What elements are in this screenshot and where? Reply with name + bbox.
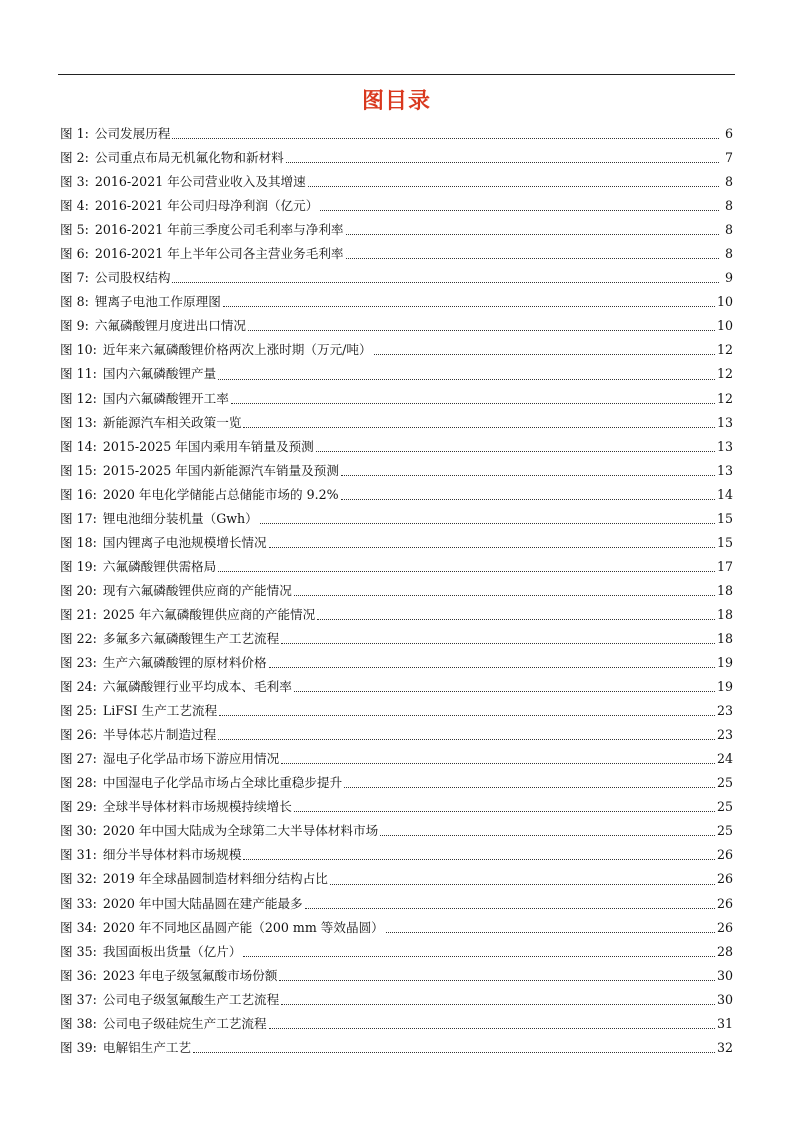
- figure-label: 图 5:: [60, 222, 89, 238]
- figure-list: [60, 122, 733, 1060]
- figure-caption[interactable]: 2016-2021 年公司归母净利润（亿元）: [94, 198, 319, 214]
- figure-caption[interactable]: 我国面板出货量（亿片）: [102, 943, 242, 959]
- toc-entry[interactable]: [60, 459, 733, 483]
- dot-leader: [281, 642, 715, 644]
- page-number[interactable]: 18: [716, 582, 733, 598]
- dot-leader: [380, 834, 715, 836]
- figure-label: 图 37:: [60, 991, 97, 1007]
- toc-entry[interactable]: [60, 747, 733, 771]
- toc-entry[interactable]: [60, 218, 733, 242]
- page-number[interactable]: 13: [716, 414, 733, 430]
- toc-entry[interactable]: [60, 314, 733, 338]
- figure-caption[interactable]: 2019 年全球晶圆制造材料细分结构占比: [102, 871, 328, 887]
- page-number[interactable]: 15: [716, 534, 733, 550]
- figure-caption[interactable]: 生产六氟磷酸锂的原材料价格: [102, 655, 267, 671]
- page-number[interactable]: 26: [716, 919, 733, 935]
- header-rule: [58, 74, 735, 75]
- figure-label: 图 25:: [60, 703, 97, 719]
- dot-leader: [218, 378, 715, 380]
- figure-caption[interactable]: 锂离子电池工作原理图: [94, 294, 221, 310]
- dot-leader: [279, 979, 715, 981]
- figure-label: 图 15:: [60, 462, 97, 478]
- dot-leader: [223, 305, 715, 307]
- figure-caption[interactable]: 六氟磷酸锂行业平均成本、毛利率: [102, 679, 292, 695]
- toc-entry[interactable]: [60, 194, 733, 218]
- dot-leader: [320, 209, 719, 211]
- figure-label: 图 2:: [60, 150, 89, 166]
- figure-caption[interactable]: 全球半导体材料市场规模持续增长: [102, 799, 292, 815]
- figure-label: 图 20:: [60, 582, 97, 598]
- figure-label: 图 17:: [60, 510, 97, 526]
- figure-caption[interactable]: 多氟多六氟磷酸锂生产工艺流程: [102, 630, 280, 646]
- figure-caption[interactable]: 2020 年不同地区晶圆产能（200 mm 等效晶圆）: [102, 919, 384, 935]
- dot-leader: [330, 883, 715, 885]
- figure-label: 图 35:: [60, 943, 97, 959]
- page-number[interactable]: 23: [716, 727, 733, 743]
- dot-leader: [243, 955, 715, 957]
- figure-caption[interactable]: 锂电池细分装机量（Gwh）: [102, 510, 258, 526]
- dot-leader: [218, 570, 715, 572]
- page-number[interactable]: 30: [716, 991, 733, 1007]
- toc-entry[interactable]: [60, 988, 733, 1012]
- page-number[interactable]: 7: [724, 150, 733, 166]
- toc-entry[interactable]: [60, 603, 733, 627]
- dot-leader: [294, 594, 715, 596]
- figure-caption[interactable]: 国内六氟磷酸锂开工率: [102, 390, 229, 406]
- figure-label: 图 34:: [60, 919, 97, 935]
- figure-label: 图 27:: [60, 751, 97, 767]
- figure-caption[interactable]: 公司股权结构: [94, 270, 171, 286]
- toc-entry[interactable]: [60, 146, 733, 170]
- dot-leader: [260, 522, 715, 524]
- dot-leader: [346, 257, 719, 259]
- toc-entry[interactable]: [60, 290, 733, 314]
- figure-label: 图 38:: [60, 1015, 97, 1031]
- toc-entry[interactable]: [60, 819, 733, 843]
- toc-entry[interactable]: [60, 531, 733, 555]
- figure-label: 图 23:: [60, 655, 97, 671]
- figure-label: 图 32:: [60, 871, 97, 887]
- page-number[interactable]: 30: [716, 967, 733, 983]
- figure-caption[interactable]: 湿电子化学品市场下游应用情况: [102, 751, 280, 767]
- dot-leader: [308, 185, 719, 187]
- page-number[interactable]: 26: [716, 895, 733, 911]
- toc-entry[interactable]: [60, 651, 733, 675]
- page-number[interactable]: 19: [716, 679, 733, 695]
- toc-entry[interactable]: [60, 242, 733, 266]
- toc-entry[interactable]: [60, 1012, 733, 1036]
- toc-entry[interactable]: [60, 771, 733, 795]
- figure-caption[interactable]: 2016-2021 年前三季度公司毛利率与净利率: [94, 222, 344, 238]
- toc-entry[interactable]: [60, 916, 733, 940]
- dot-leader: [317, 618, 715, 620]
- dot-leader: [269, 1027, 715, 1029]
- toc-entry[interactable]: [60, 795, 733, 819]
- page-number[interactable]: 8: [724, 174, 733, 190]
- toc-entry[interactable]: [60, 843, 733, 867]
- figure-caption[interactable]: 近年来六氟磷酸锂价格两次上涨时期（万元/吨）: [102, 342, 372, 358]
- dot-leader: [172, 281, 719, 283]
- figure-caption[interactable]: 细分半导体材料市场规模: [102, 847, 242, 863]
- toc-entry[interactable]: [60, 675, 733, 699]
- figure-label: 图 14:: [60, 438, 97, 454]
- figure-label: 图 10:: [60, 342, 97, 358]
- dot-leader: [248, 329, 715, 331]
- dot-leader: [269, 666, 715, 668]
- figure-label: 图 11:: [60, 366, 97, 382]
- dot-leader: [294, 690, 715, 692]
- figure-label: 图 6:: [60, 246, 89, 262]
- figure-label: 图 24:: [60, 679, 97, 695]
- dot-leader: [316, 450, 715, 452]
- figure-caption[interactable]: 2020 年中国大陆成为全球第二大半导体材料市场: [102, 823, 379, 839]
- toc-entry[interactable]: [60, 362, 733, 386]
- toc-entry[interactable]: [60, 940, 733, 964]
- page-number[interactable]: 24: [716, 751, 733, 767]
- page-number[interactable]: 12: [716, 390, 733, 406]
- figure-caption[interactable]: 电解铝生产工艺: [102, 1039, 192, 1055]
- toc-entry[interactable]: [60, 699, 733, 723]
- figure-label: 图 26:: [60, 727, 97, 743]
- figure-label: 图 21:: [60, 606, 97, 622]
- dot-leader: [231, 402, 715, 404]
- dot-leader: [341, 498, 715, 500]
- dot-leader: [243, 426, 715, 428]
- dot-leader: [286, 161, 719, 163]
- figure-label: 图 3:: [60, 174, 89, 190]
- toc-entry[interactable]: [60, 122, 733, 146]
- figure-label: 图 19:: [60, 558, 97, 574]
- page-number[interactable]: 13: [716, 462, 733, 478]
- figure-caption[interactable]: 2016-2021 年公司营业收入及其增速: [94, 174, 306, 190]
- page-number[interactable]: 18: [716, 630, 733, 646]
- dot-leader: [386, 931, 715, 933]
- figure-label: 图 36:: [60, 967, 97, 983]
- figure-caption[interactable]: 现有六氟磷酸锂供应商的产能情况: [102, 582, 292, 598]
- dot-leader: [281, 1003, 715, 1005]
- figure-label: 图 16:: [60, 486, 97, 502]
- dot-leader: [341, 474, 715, 476]
- figure-caption[interactable]: 2016-2021 年上半年公司各主营业务毛利率: [94, 246, 344, 262]
- figure-label: 图 31:: [60, 847, 97, 863]
- figure-caption[interactable]: 六氟磷酸锂供需格局: [102, 558, 217, 574]
- dot-leader: [305, 907, 715, 909]
- dot-leader: [344, 786, 715, 788]
- page-number[interactable]: 32: [716, 1039, 733, 1055]
- toc-entry[interactable]: [60, 435, 733, 459]
- figure-caption[interactable]: 2023 年电子级氢氟酸市场份额: [102, 967, 278, 983]
- dot-leader: [193, 1051, 715, 1053]
- page-number[interactable]: 31: [716, 1015, 733, 1031]
- figure-label: 图 33:: [60, 895, 97, 911]
- figure-caption[interactable]: 2015-2025 年国内乘用车销量及预测: [102, 438, 314, 454]
- figure-caption[interactable]: 六氟磷酸锂月度进出口情况: [94, 318, 246, 334]
- figure-caption[interactable]: 2020 年中国大陆晶圆在建产能最多: [102, 895, 303, 911]
- page-number[interactable]: 25: [716, 823, 733, 839]
- page-number[interactable]: 26: [716, 871, 733, 887]
- toc-entry[interactable]: [60, 170, 733, 194]
- figure-label: 图 8:: [60, 294, 89, 310]
- figure-caption[interactable]: 2025 年六氟磷酸锂供应商的产能情况: [102, 606, 316, 622]
- toc-entry[interactable]: [60, 483, 733, 507]
- toc-entry[interactable]: [60, 387, 733, 411]
- figure-label: 图 29:: [60, 799, 97, 815]
- page-number[interactable]: 17: [716, 558, 733, 574]
- page-number[interactable]: 28: [716, 943, 733, 959]
- figure-caption[interactable]: 国内六氟磷酸锂产量: [102, 366, 217, 382]
- dot-leader: [218, 738, 715, 740]
- toc-entry[interactable]: [60, 964, 733, 988]
- toc-entry[interactable]: [60, 507, 733, 531]
- figure-label: 图 12:: [60, 390, 97, 406]
- figure-label: 图 7:: [60, 270, 89, 286]
- toc-entry[interactable]: [60, 867, 733, 891]
- figure-label: 图 39:: [60, 1039, 97, 1055]
- page-number[interactable]: 15: [716, 510, 733, 526]
- figure-label: 图 28:: [60, 775, 97, 791]
- page-number[interactable]: 25: [716, 799, 733, 815]
- page-number[interactable]: 14: [716, 486, 733, 502]
- page-number[interactable]: 26: [716, 847, 733, 863]
- figure-caption[interactable]: 国内锂离子电池规模增长情况: [102, 534, 267, 550]
- figure-caption[interactable]: 公司电子级硅烷生产工艺流程: [102, 1015, 267, 1031]
- page-number[interactable]: 18: [716, 606, 733, 622]
- page-number[interactable]: 23: [716, 703, 733, 719]
- figure-caption[interactable]: 公司重点布局无机氟化物和新材料: [94, 150, 284, 166]
- figure-caption[interactable]: 中国湿电子化学品市场占全球比重稳步提升: [102, 775, 343, 791]
- figure-caption[interactable]: 2015-2025 年国内新能源汽车销量及预测: [102, 462, 339, 478]
- figure-caption[interactable]: 2020 年电化学储能占总储能市场的 9.2%: [102, 486, 339, 502]
- toc-entry[interactable]: [60, 579, 733, 603]
- page-number[interactable]: 19: [716, 655, 733, 671]
- page-number[interactable]: 6: [724, 126, 733, 141]
- page-number[interactable]: 12: [716, 366, 733, 382]
- figure-label: 图 18:: [60, 534, 97, 550]
- figure-caption[interactable]: 新能源汽车相关政策一览: [102, 414, 242, 430]
- toc-entry[interactable]: [60, 555, 733, 579]
- toc-entry[interactable]: [60, 627, 733, 651]
- figure-label: 图 30:: [60, 823, 97, 839]
- dot-leader: [346, 233, 719, 235]
- figure-label: 图 22:: [60, 630, 97, 646]
- page-number[interactable]: 13: [716, 438, 733, 454]
- figure-caption[interactable]: 公司电子级氢氟酸生产工艺流程: [102, 991, 280, 1007]
- figure-label: 图 9:: [60, 318, 89, 334]
- toc-entry[interactable]: [60, 266, 733, 290]
- page-title: 图目录: [361, 89, 431, 114]
- toc-entry[interactable]: [60, 338, 733, 362]
- toc-entry[interactable]: [60, 723, 733, 747]
- dot-leader: [219, 714, 715, 716]
- figure-label: 图 13:: [60, 414, 97, 430]
- page-number[interactable]: 10: [716, 294, 733, 310]
- figure-caption[interactable]: 公司发展历程: [94, 126, 171, 141]
- dot-leader: [374, 353, 715, 355]
- page-number[interactable]: 25: [716, 775, 733, 791]
- page-number[interactable]: 10: [716, 318, 733, 334]
- dot-leader: [281, 762, 715, 764]
- figure-caption[interactable]: 半导体芯片制造过程: [102, 727, 217, 743]
- page-number[interactable]: 8: [724, 198, 733, 214]
- dot-leader: [294, 810, 715, 812]
- figure-caption[interactable]: LiFSI 生产工艺流程: [102, 703, 218, 719]
- toc-entry[interactable]: [60, 892, 733, 916]
- figure-label: 图 4:: [60, 198, 89, 214]
- page-number[interactable]: 8: [724, 222, 733, 238]
- dot-leader: [269, 546, 715, 548]
- dot-leader: [172, 137, 719, 139]
- toc-entry[interactable]: [60, 411, 733, 435]
- page-number[interactable]: 12: [716, 342, 733, 358]
- toc-entry[interactable]: [60, 1036, 733, 1060]
- page-number[interactable]: 9: [724, 270, 733, 286]
- figure-label: 图 1:: [60, 126, 89, 141]
- dot-leader: [243, 858, 715, 860]
- page-number[interactable]: 8: [724, 246, 733, 262]
